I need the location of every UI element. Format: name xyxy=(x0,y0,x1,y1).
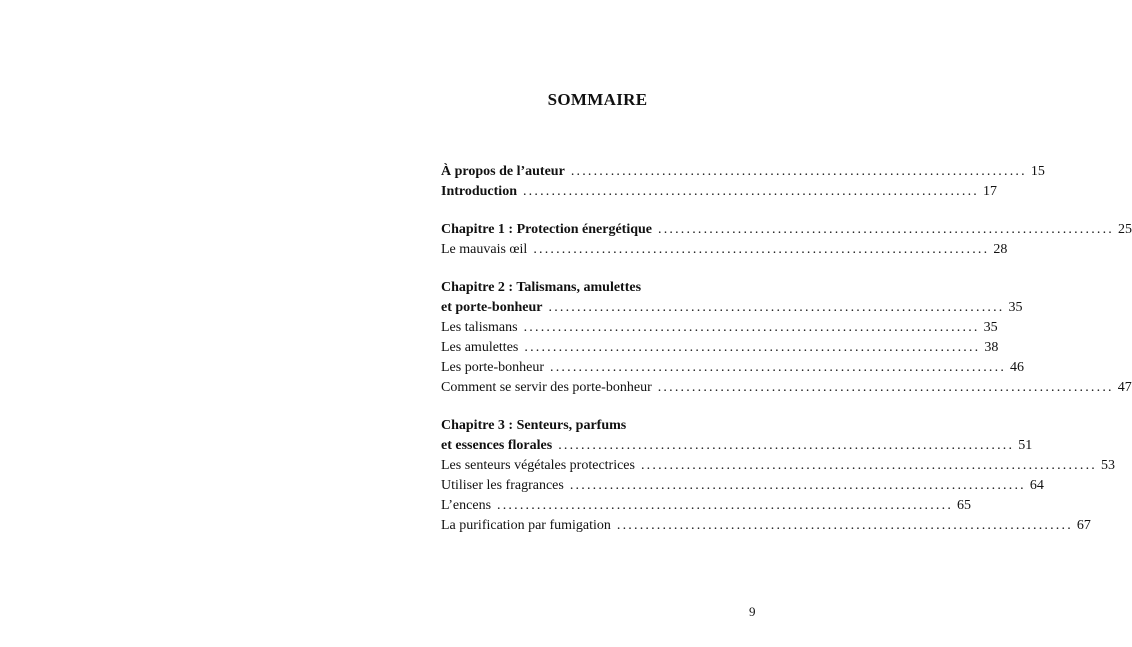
toc-entry xyxy=(441,496,972,516)
dot-leader: ................................................................................ xyxy=(640,458,1097,473)
toc-entry-label: Comment se servir des porte-bonheur xyxy=(441,380,652,395)
dot-leader: ................................................................................ xyxy=(550,360,1007,375)
dot-leader: ................................................................................ xyxy=(548,300,1005,315)
dot-leader: ................................................................................ xyxy=(522,184,979,199)
toc-entry-page: 28 xyxy=(993,242,1008,257)
toc-entry-page: 67 xyxy=(1076,518,1091,533)
dot-leader: ................................................................................ xyxy=(657,380,1114,395)
toc-chapter-3-heading-line2 xyxy=(441,436,1033,456)
toc-entry-label: Les amulettes xyxy=(441,340,519,355)
toc-entry xyxy=(441,456,1115,476)
toc-entry-page: 38 xyxy=(984,340,999,355)
toc-entry-page: 35 xyxy=(1008,300,1023,315)
toc-entry-page: 64 xyxy=(1029,478,1044,493)
toc-entry-label: Les senteurs végétales protectrices xyxy=(441,458,635,473)
toc-entry-label: Les porte-bonheur xyxy=(441,360,545,375)
toc-entry xyxy=(441,240,1008,260)
dot-leader: ................................................................................ xyxy=(497,498,954,513)
dot-leader: ................................................................................ xyxy=(570,164,1027,179)
toc-entry-page: 17 xyxy=(982,184,997,199)
toc-chapter-label: Chapitre 1 : Protection énergétique xyxy=(441,222,652,237)
toc-entry-page: 47 xyxy=(1117,380,1132,395)
toc-entry-label: À propos de l’auteur xyxy=(441,164,565,179)
toc-entry xyxy=(441,358,1025,378)
toc-entry-label: L’encens xyxy=(441,498,492,513)
toc-entry-about-author xyxy=(441,162,1045,182)
toc-entry-introduction xyxy=(441,182,997,202)
dot-leader: ................................................................................ xyxy=(616,518,1073,533)
toc-chapter-1-heading xyxy=(441,220,1132,240)
dot-leader: ................................................................................ xyxy=(569,478,1026,493)
dot-leader: ................................................................................ xyxy=(524,340,981,355)
toc-entry-label: Le mauvais œil xyxy=(441,242,528,257)
toc-entry-label: Utiliser les fragrances xyxy=(441,478,564,493)
toc-entry xyxy=(441,318,998,338)
toc-entry-page: 46 xyxy=(1010,360,1025,375)
page-title: SOMMAIRE xyxy=(547,90,648,109)
dot-leader: ................................................................................ xyxy=(523,320,980,335)
toc-entry-label: La purification par fumigation xyxy=(441,518,611,533)
toc-entry-page: 51 xyxy=(1018,438,1033,453)
toc-chapter-3-heading: Chapitre 3 : Senteurs, parfums xyxy=(441,418,627,433)
dot-leader: ................................................................................ xyxy=(533,242,990,257)
table-of-contents xyxy=(441,162,1132,536)
toc-entry-page: 15 xyxy=(1030,164,1045,179)
toc-entry-page: 65 xyxy=(957,498,972,513)
toc-entry xyxy=(441,338,999,358)
toc-entry-page: 25 xyxy=(1118,222,1132,237)
dot-leader: ................................................................................ xyxy=(658,222,1114,237)
toc-entry-page: 53 xyxy=(1100,458,1115,473)
toc-chapter-2-heading: Chapitre 2 : Talismans, amulettes xyxy=(441,280,642,295)
page-number: 9 xyxy=(749,604,756,619)
toc-entry-label: Les talismans xyxy=(441,320,518,335)
toc-entry xyxy=(441,516,1091,536)
toc-entry xyxy=(441,476,1044,496)
toc-chapter-label: et essences florales xyxy=(441,438,553,453)
toc-entry-page: 35 xyxy=(983,320,998,335)
dot-leader: ................................................................................ xyxy=(558,438,1015,453)
toc-entry-label: Introduction xyxy=(441,184,517,199)
toc-entry xyxy=(441,378,1132,398)
toc-chapter-label: et porte-bonheur xyxy=(441,300,543,315)
toc-chapter-2-heading-line2 xyxy=(441,298,1023,318)
